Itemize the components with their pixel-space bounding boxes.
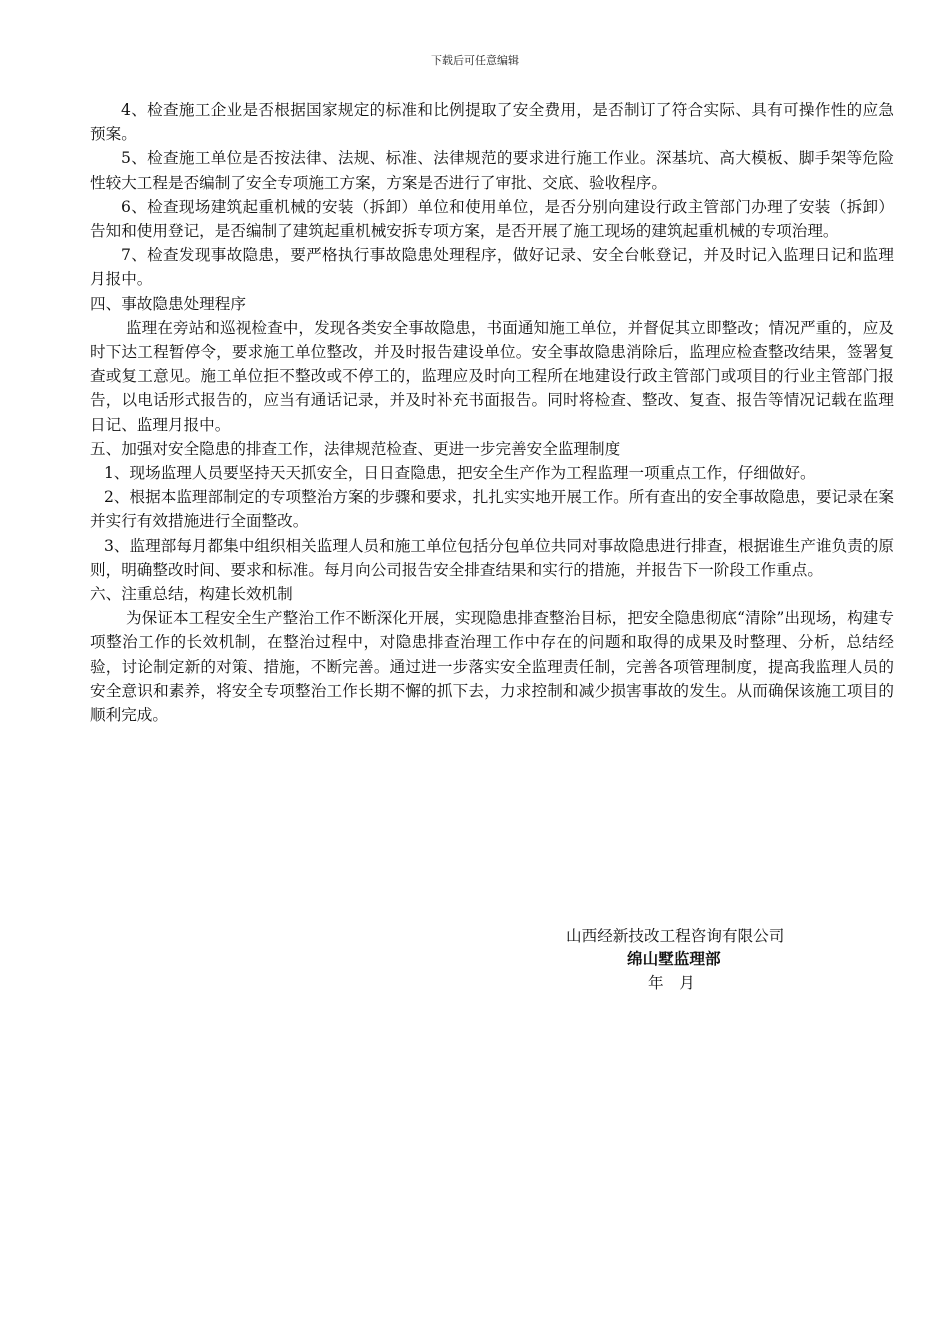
paragraph-item-5: 5、检查施工单位是否按法律、法规、标准、法律规范的要求进行施工作业。深基坑、高大模板、脚手架等危险性较大工程是否编制了安全专项施工方案，方案是否进行了审批、交底、验收程序。 — [90, 149, 894, 192]
section-heading-4: 四、事故隐患处理程序 — [90, 294, 246, 313]
section-6-body: 为保证本工程安全生产整治工作不断深化开展，实现隐患排查整治目标，把安全隐患彻底“清除”出现场，构建专项整治工作的长效机制，在整治过程中，对隐患排查治理工作中存在的问题和取得的成果及时整理、分析，总结经验，讨论制定新的对策、措施，不断完善。通过进一步落实安全监理责任制，完善各项管理制度，提高我监理人员的安全意识和素养，将安全专项整治工作长期不懈的抓下去，力求控制和减少损害事故的发生。从而确保该施工项目的顺利完成。 — [90, 609, 894, 725]
section-5-item-2: 2、根据本监理部制定的专项整治方案的步骤和要求，扎扎实实地开展工作。所有查出的安全事故隐患，要记录在案并实行有效措施进行全面整改。 — [90, 488, 894, 531]
signature-company: 山西经新技改工程咨询有限公司 — [566, 927, 785, 945]
section-5-item-3: 3、监理部每月都集中组织相关监理人员和施工单位包括分包单位共同对事故隐患进行排查，根据谁生产谁负责的原则，明确整改时间、要求和标准。每月向公司报告安全排查结果和实行的措施，并报告下一阶段工作重点。 — [90, 536, 894, 579]
paragraph-item-7: 7、检查发现事故隐患，要严格执行事故隐患处理程序，做好记录、安全台帐登记，并及时记入监理日记和监理月报中。 — [90, 246, 894, 289]
paragraph-item-6: 6、检查现场建筑起重机械的安装（拆卸）单位和使用单位，是否分别向建设行政主管部门办理了安装（拆卸）告知和使用登记，是否编制了建筑起重机械安拆专项方案，是否开展了施工现场的建筑起重机械的专项治理。 — [90, 197, 894, 241]
signature-date: 年 月 — [648, 974, 695, 992]
paragraph-item-4: 4、检查施工企业是否根据国家规定的标准和比例提取了安全费用，是否制订了符合实际、具有可操作性的应急预案。 — [90, 101, 894, 144]
header-note: 下载后可任意编辑 — [431, 54, 519, 67]
document-body — [90, 98, 894, 727]
signature-department: 绵山墅监理部 — [627, 949, 721, 968]
section-heading-5: 五、加强对安全隐患的排查工作，法律规范检查、更进一步完善安全监理制度 — [90, 439, 621, 458]
section-4-body: 监理在旁站和巡视检查中，发现各类安全事故隐患，书面通知施工单位，并督促其立即整改；情况严重的，应及时下达工程暂停令，要求施工单位整改，并及时报告建设单位。安全事故隐患消除后，监理应检查整改结果，签署复查或复工意见。施工单位拒不整改或不停工的，监理应及时向工程所在地建设行政主管部门或项目的行业主管部门报告，以电话形式报告的，应当有通话记录，并及时补充书面报告。同时将检查、整改、复查、报告等情况记载在监理日记、监理月报中。 — [90, 318, 894, 434]
section-heading-6: 六、注重总结，构建长效机制 — [90, 585, 293, 604]
section-5-item-1: 1、现场监理人员要坚持天天抓安全，日日查隐患，把安全生产作为工程监理一项重点工作，仔细做好。 — [104, 464, 816, 483]
